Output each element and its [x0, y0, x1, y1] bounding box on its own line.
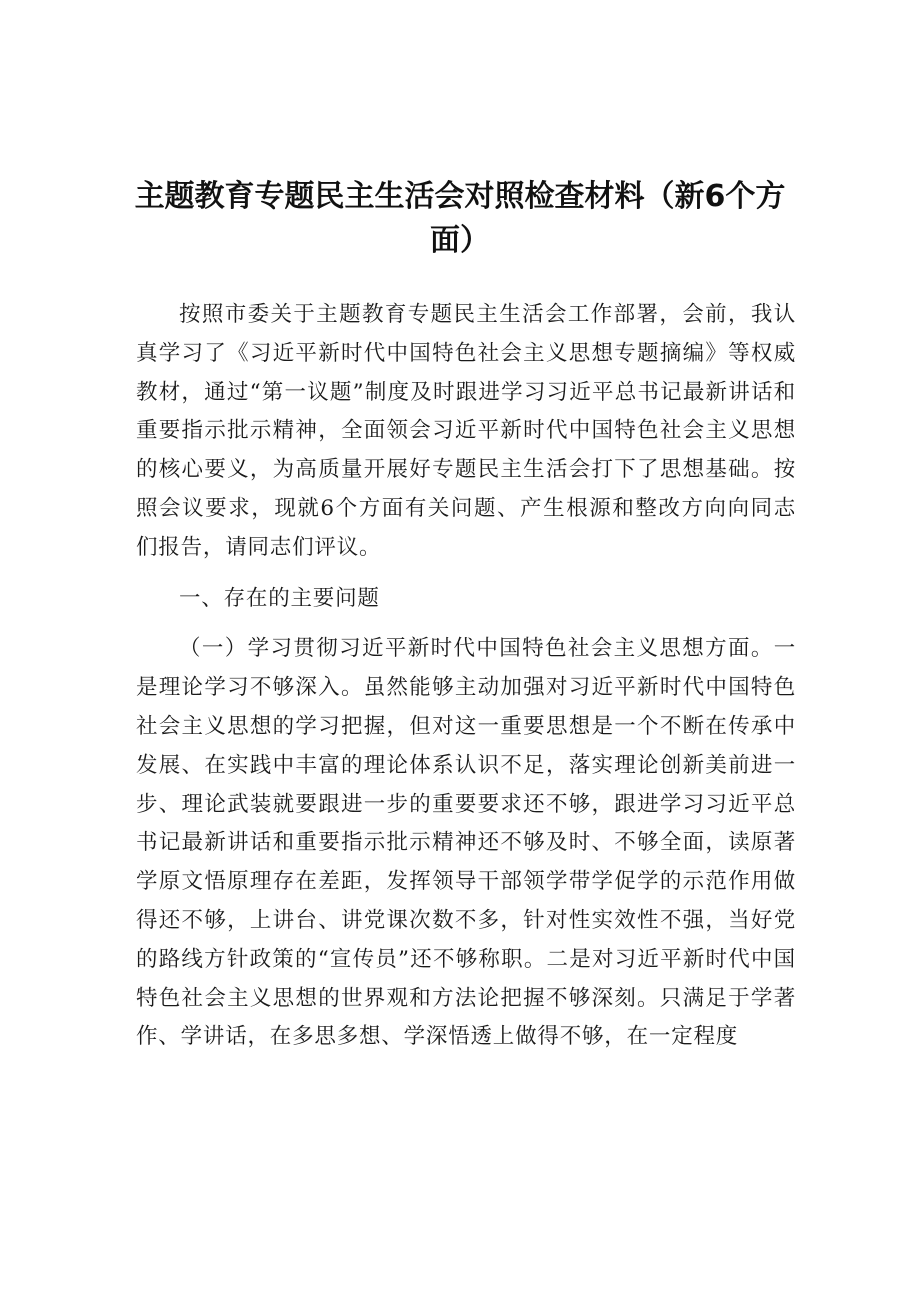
section-heading: 一、存在的主要问题: [179, 585, 380, 611]
document-body: [136, 296, 796, 1057]
subsection-paragraph: （一）学习贯彻习近平新时代中国特色社会主义思想方面。一是理论学习不够深入。虽然能够主动加强对习近平新时代中国特色社会主义思想的学习把握，但对这一重要思想是一个不断在传承中发展、在实践中丰富的理论体系认识不足，落实理论创新美前进一步、理论武装就要跟进一步的重要要求还不够，跟进学习习近平总书记最新讲话和重要指示批示精神还不够及时、不够全面，读原著学原文悟原理存在差距，发挥领导干部领学带学促学的示范作用做得还不够，上讲台、讲党课次数不多，针对性实效性不强，当好党的路线方针政策的“宣传员”还不够称职。二是对习近平新时代中国特色社会主义思想的世界观和方法论把握不够深刻。只满足于学著作、学讲话，在多思多想、学深悟透上做得不够，在一定程度: [136, 636, 796, 1050]
intro-paragraph: 按照市委关于主题教育专题民主生活会工作部署，会前，我认真学习了《习近平新时代中国特色社会主义思想专题摘编》等权威教材，通过“第一议题”制度及时跟进学习习近平总书记最新讲话和重要指示批示精神，全面领会习近平新时代中国特色社会主义思想的核心要义，为高质量开展好专题民主生活会打下了思想基础。按照会议要求，现就6个方面有关问题、产生根源和整改方向向同志们报告，请同志们评议。: [136, 302, 796, 560]
document-title: 主题教育专题民主生活会对照检查材料（新6个方面）: [134, 179, 786, 258]
